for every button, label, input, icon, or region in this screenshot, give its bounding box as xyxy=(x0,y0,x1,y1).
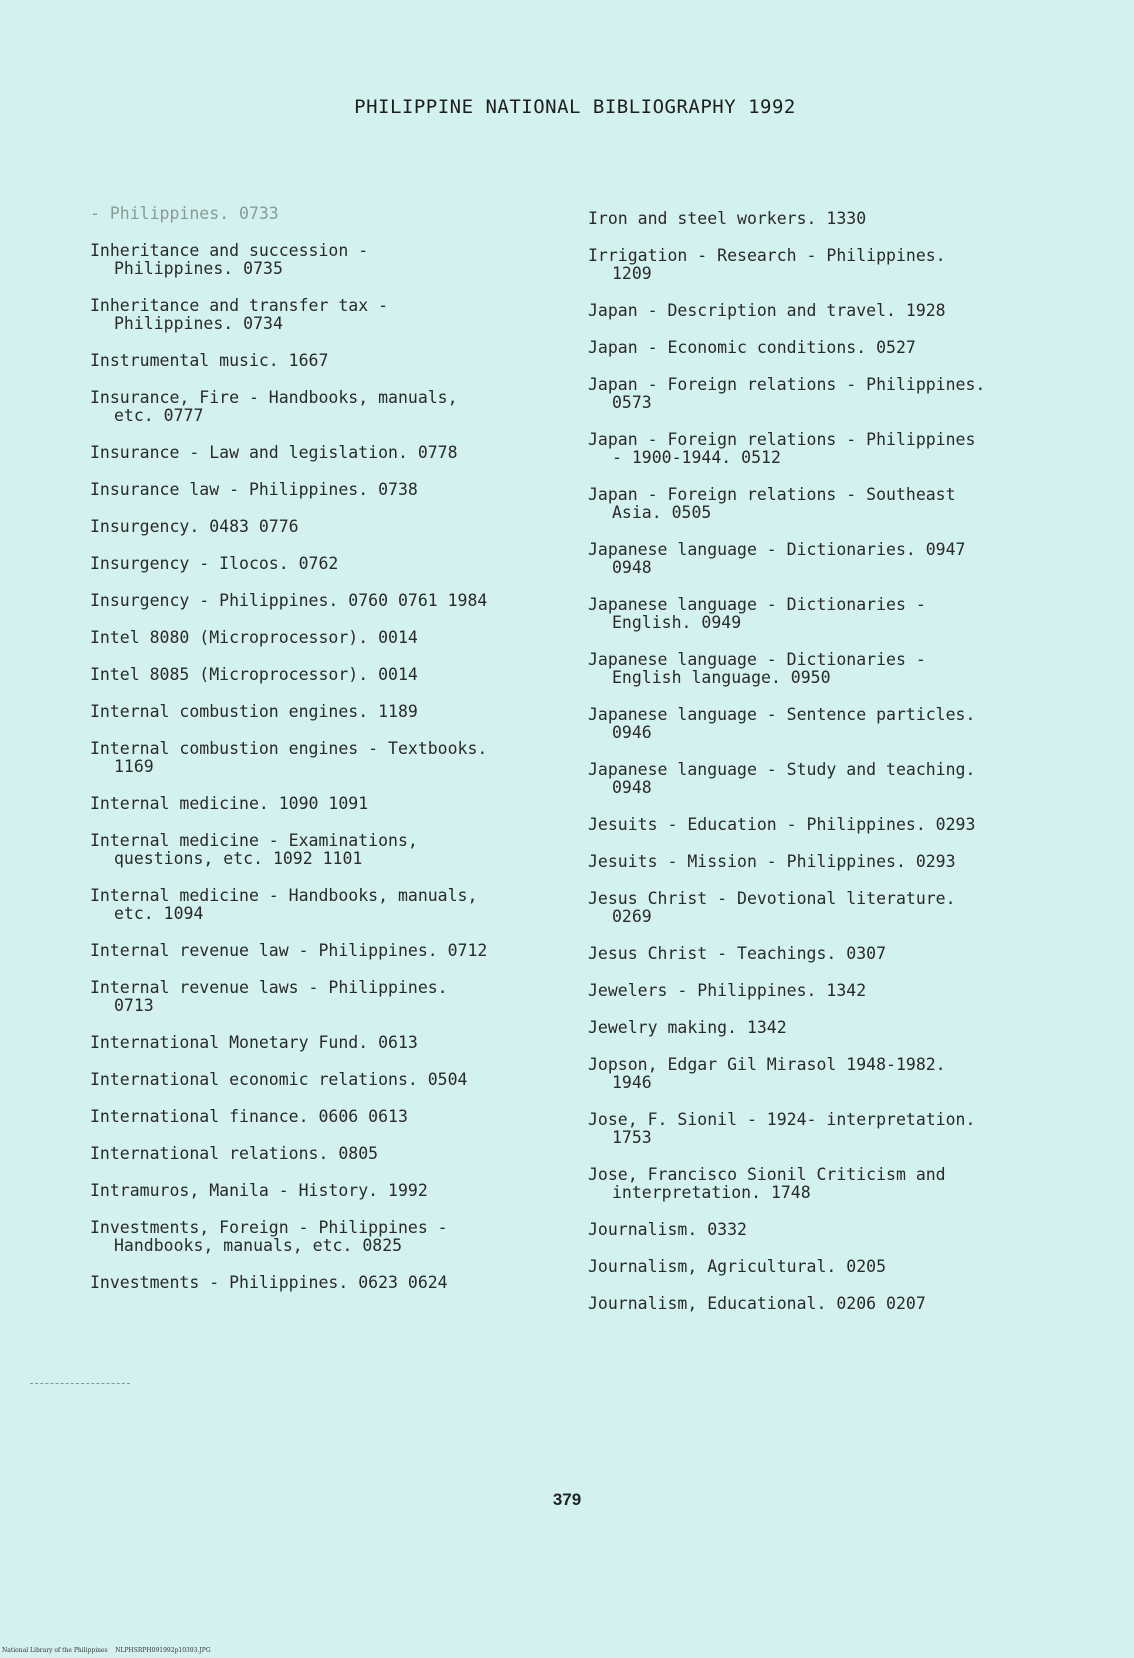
index-entry: Internal revenue laws - Philippines. 0713 xyxy=(90,978,448,1015)
index-entry: Jesus Christ - Devotional literature. 0269 xyxy=(588,889,956,926)
index-entry: Instrumental music. 1667 xyxy=(90,351,329,370)
index-entry: Insurgency - Philippines. 0760 0761 1984 xyxy=(90,591,488,610)
index-entry: Jesus Christ - Teachings. 0307 xyxy=(588,944,887,963)
footer-library: National Library of the Philippines xyxy=(2,1647,108,1654)
index-entry: Inheritance and succession - Philippines. 0735 xyxy=(90,241,369,278)
index-entry: Internal medicine - Examinations, questions, etc. 1092 1101 xyxy=(90,831,418,868)
index-entry: Insurgency - Ilocos. 0762 xyxy=(90,554,339,573)
index-entry: Jopson, Edgar Gil Mirasol 1948-1982. 1946 xyxy=(588,1055,946,1092)
index-entry: Insurance law - Philippines. 0738 xyxy=(90,480,418,499)
index-entry: Intel 8080 (Microprocessor). 0014 xyxy=(90,628,418,647)
index-column-right xyxy=(588,210,1058,1332)
index-entry: Jewelers - Philippines. 1342 xyxy=(588,981,867,1000)
index-column-left xyxy=(90,205,560,1311)
index-entry: Jesuits - Education - Philippines. 0293 xyxy=(588,815,976,834)
index-entry: Insurance - Law and legislation. 0778 xyxy=(90,443,458,462)
page-title: PHILIPPINE NATIONAL BIBLIOGRAPHY 1992 xyxy=(354,96,796,118)
footer-file: NLPHSRPH091992p10393.JPG xyxy=(115,1647,211,1654)
index-entry: Japanese language - Study and teaching. 0948 xyxy=(588,760,976,797)
page-number: 379 xyxy=(552,1490,582,1509)
index-entry: Internal revenue law - Philippines. 0712 xyxy=(90,941,488,960)
index-entry: Iron and steel workers. 1330 xyxy=(588,209,867,228)
index-entry: Inheritance and transfer tax - Philippines. 0734 xyxy=(90,296,389,333)
index-entry: Internal combustion engines - Textbooks. 1169 xyxy=(90,739,488,776)
index-entry: Internal combustion engines. 1189 xyxy=(90,702,418,721)
index-entry: Jesuits - Mission - Philippines. 0293 xyxy=(588,852,956,871)
index-entry: Jewelry making. 1342 xyxy=(588,1018,787,1037)
index-entry: Japan - Foreign relations - Southeast Asia. 0505 xyxy=(588,485,956,522)
index-entry: International Monetary Fund. 0613 xyxy=(90,1033,418,1052)
index-entry: Internal medicine. 1090 1091 xyxy=(90,794,369,813)
index-entry: Jose, F. Sionil - 1924- interpretation. 1753 xyxy=(588,1110,976,1147)
index-entry: Journalism, Educational. 0206 0207 xyxy=(588,1294,926,1313)
index-entry: Jose, Francisco Sionil Criticism and interpretation. 1748 xyxy=(588,1165,946,1202)
index-entry: Insurance, Fire - Handbooks, manuals, etc. 0777 xyxy=(90,388,458,425)
scan-mark xyxy=(30,1383,130,1385)
index-entry: Investments - Philippines. 0623 0624 xyxy=(90,1273,448,1292)
index-entry: Japanese language - Dictionaries - English language. 0950 xyxy=(588,650,926,687)
scan-footer xyxy=(2,1647,211,1655)
index-entry: International finance. 0606 0613 xyxy=(90,1107,408,1126)
index-entry: Japanese language - Dictionaries. 0947 0948 xyxy=(588,540,966,577)
index-entry: - Philippines. 0733 xyxy=(90,204,279,223)
index-entry: Japanese language - Dictionaries - English. 0949 xyxy=(588,595,926,632)
index-entry: Japan - Foreign relations - Philippines. 0573 xyxy=(588,375,986,412)
index-entry: Irrigation - Research - Philippines. 1209 xyxy=(588,246,946,283)
index-entry: Japan - Description and travel. 1928 xyxy=(588,301,946,320)
index-entry: Japan - Foreign relations - Philippines - 1900-1944. 0512 xyxy=(588,430,976,467)
index-entry: Japan - Economic conditions. 0527 xyxy=(588,338,916,357)
index-entry: Japanese language - Sentence particles. 0946 xyxy=(588,705,976,742)
index-entry: Journalism. 0332 xyxy=(588,1220,747,1239)
index-entry: Journalism, Agricultural. 0205 xyxy=(588,1257,887,1276)
index-entry: International relations. 0805 xyxy=(90,1144,379,1163)
index-entry: Intel 8085 (Microprocessor). 0014 xyxy=(90,665,418,684)
index-entry: Insurgency. 0483 0776 xyxy=(90,517,299,536)
index-entry: International economic relations. 0504 xyxy=(90,1070,468,1089)
index-entry: Internal medicine - Handbooks, manuals, etc. 1094 xyxy=(90,886,478,923)
index-entry: Investments, Foreign - Philippines - Handbooks, manuals, etc. 0825 xyxy=(90,1218,448,1255)
index-entry: Intramuros, Manila - History. 1992 xyxy=(90,1181,428,1200)
